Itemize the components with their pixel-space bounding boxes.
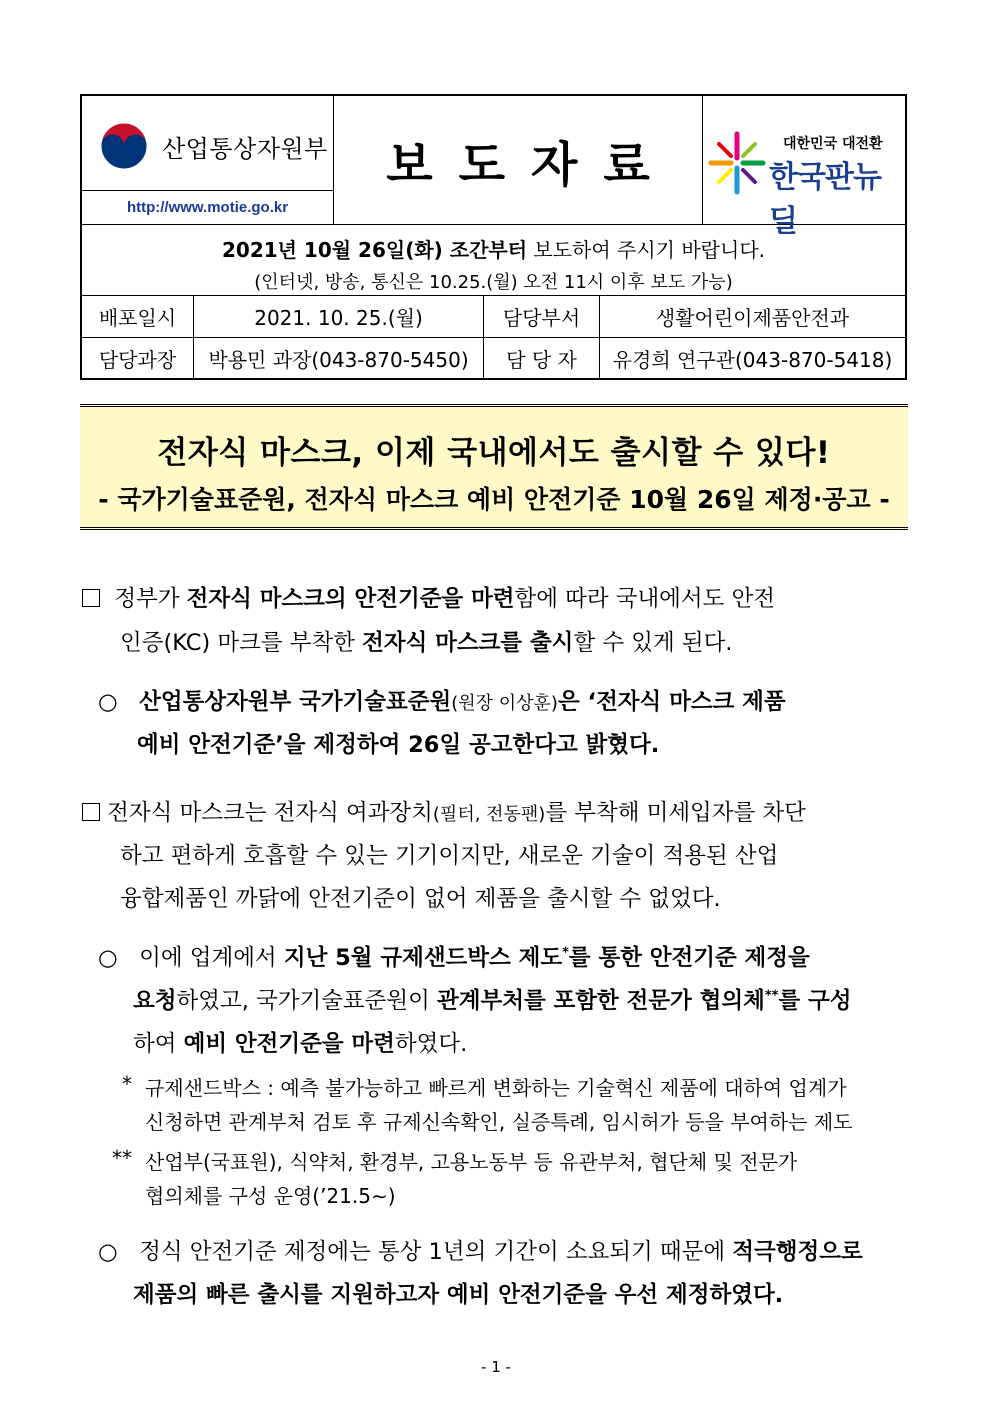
- paragraph-2-line-3: 융합제품인 까닭에 안전기준이 없어 제품을 출시할 수 없었다.: [120, 886, 721, 912]
- page-number: - 1 -: [481, 1358, 511, 1376]
- newdeal-title: 한국판뉴딜: [769, 160, 881, 239]
- paragraph-2-line-1: 전자식 마스크는 전자식 여과장치(필터, 전동팬)를 부착해 미세입자를 차단: [82, 795, 806, 827]
- footnote-2-line-1: 산업부(국표원), 식약처, 환경부, 고용노동부 등 유관부처, 협단체 및 전문가: [145, 1150, 798, 1174]
- footnote-2-line-2: 협의체를 구성 운영(’21.5∼): [145, 1184, 396, 1208]
- chief-value: 박용민 과장(043-870-5450): [194, 338, 484, 378]
- chief-label: 담당과장: [82, 338, 194, 378]
- ministry-url-link[interactable]: http://www.motie.go.kr: [126, 199, 289, 216]
- paragraph-1-sub-line-2: 예비 안전기준’을 제정하여 26일 공고한다고 밝혔다.: [137, 732, 660, 758]
- headline-box: [80, 404, 908, 530]
- checkbox-bullet-icon: [82, 803, 100, 821]
- paragraph-1-line-1: 정부가 전자식 마스크의 안전기준을 마련함에 따라 국내에서도 안전: [82, 581, 775, 613]
- newdeal-subtitle: 대한민국 대전환: [783, 136, 883, 152]
- footnote-1-mark: *: [122, 1072, 132, 1096]
- embargo-notice: [82, 225, 905, 296]
- url-cell: [82, 191, 334, 225]
- circle-bullet-icon: ○: [98, 945, 118, 971]
- paragraph-2-line-2: 하고 편하게 호흡할 수 있는 기기이지만, 새로운 기술이 적용된 산업: [120, 843, 779, 869]
- circle-bullet-icon: ○: [98, 689, 118, 715]
- embargo-date: 2021년 10월 26일(화) 조간부터: [221, 238, 528, 262]
- dist-date-value: 2021. 10. 25.(월): [194, 296, 484, 338]
- dept-label: 담당부서: [484, 296, 600, 338]
- newdeal-logo-cell: [703, 96, 905, 239]
- paragraph-1-sub-line-1: ○ 산업통상자원부 국가기술표준원(원장 이상훈)은 ‘전자식 마스크 제품: [98, 689, 786, 715]
- checkbox-bullet-icon: [82, 589, 100, 607]
- footnote-2-mark: **: [112, 1146, 132, 1170]
- circle-bullet-icon: ○: [98, 1239, 118, 1265]
- paragraph-3-sub-line-1: ○ 정식 안전기준 제정에는 통상 1년의 기간이 소요되기 때문에 적극행정으로: [98, 1239, 863, 1265]
- embargo-text: 보도하여 주시기 바랍니다.: [527, 238, 765, 262]
- footnote-1-line-2: 신청하면 관계부처 검토 후 규제신속확인, 실증특례, 임시허가 등을 부여하는 제도: [145, 1110, 853, 1134]
- doc-type-cell: [334, 96, 703, 225]
- footnote-1-line-1: 규제샌드박스 : 예측 불가능하고 빠르게 변화하는 기술혁신 제품에 대하여 업계가: [145, 1076, 847, 1100]
- paragraph-2-sub-line-1: ○ 이에 업계에서 지난 5월 규제샌드박스 제도*를 통한 안전기준 제정을: [98, 945, 810, 971]
- embargo-online-note: (인터넷, 방송, 통신은 10.25.(월) 오전 11시 이후 보도 가능): [254, 272, 733, 293]
- paragraph-2-sub-line-3: 하여 예비 안전기준을 마련하였다.: [133, 1031, 468, 1057]
- press-release-header-table: [80, 94, 907, 380]
- contact-label: 담 당 자: [484, 338, 600, 378]
- newdeal-star-icon: [707, 130, 767, 200]
- paragraph-2-sub-line-2: 요청하였고, 국가기술표준원이 관계부처를 포함한 전문가 협의체**를 구성: [133, 988, 852, 1014]
- dist-date-label: 배포일시: [82, 296, 194, 338]
- paragraph-1-line-2: 인증(KC) 마크를 부착한 전자식 마스크를 출시할 수 있게 된다.: [120, 630, 733, 656]
- ministry-name: 산업통상자원부: [162, 135, 328, 163]
- contact-value: 유경희 연구관(043-870-5418): [612, 347, 893, 372]
- doc-type-title: 보도자료: [386, 136, 676, 193]
- headline-subtitle: - 국가기술표준원, 전자식 마스크 예비 안전기준 10월 26일 제정·공고 -: [98, 485, 890, 514]
- dept-value: 생활어린이제품안전과: [600, 296, 905, 338]
- paragraph-3-sub-line-2: 제품의 빠른 출시를 지원하고자 예비 안전기준을 우선 제정하였다.: [133, 1282, 784, 1308]
- ministry-logo-cell: [82, 96, 334, 191]
- headline-title: 전자식 마스크, 이제 국내에서도 출시할 수 있다!: [157, 435, 831, 471]
